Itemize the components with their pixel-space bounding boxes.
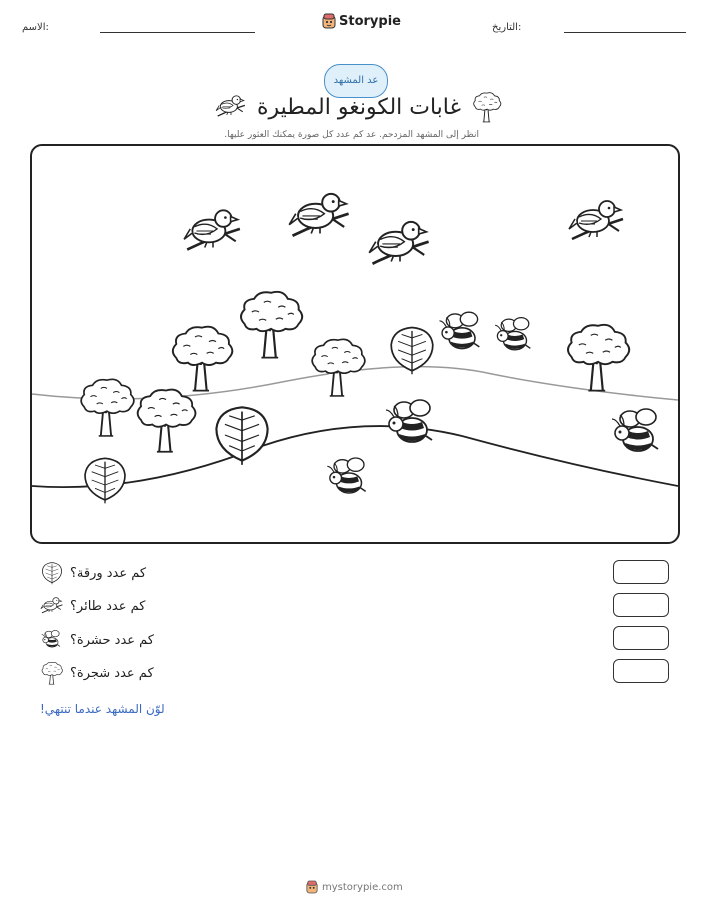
footer [306, 880, 403, 894]
scene-tree [173, 327, 233, 391]
scene-leaf [85, 458, 125, 503]
question-text: كم عدد ورقة؟ [70, 565, 147, 581]
scene-tree [568, 325, 629, 391]
question-text: كم عدد طائر؟ [70, 598, 146, 614]
coloring-instruction: لوّن المشهد عندما تنتهي! [40, 702, 165, 716]
bird-icon [215, 91, 247, 123]
question-text: كم عدد حشرة؟ [70, 632, 154, 648]
scene-tree [241, 292, 302, 358]
scene-tree [81, 379, 134, 436]
date-line[interactable] [564, 32, 686, 33]
name-label: الاسم: [22, 22, 49, 33]
answer-box[interactable] [613, 659, 669, 683]
question-row [40, 594, 145, 618]
scene-bird [369, 222, 428, 264]
tree-icon [471, 91, 503, 123]
question-row [40, 628, 154, 652]
scene-bee [439, 312, 479, 348]
bee-icon [40, 628, 64, 652]
busy-scene [32, 146, 678, 542]
tree-icon [40, 661, 64, 685]
scene-bee [386, 400, 432, 442]
scene-tree [138, 390, 196, 452]
scene-bee [327, 458, 365, 493]
scene-bird [569, 201, 623, 239]
storypie-mascot-icon [306, 880, 318, 894]
page-subtitle: انظر إلى المشهد المزدحم. عد كم عدد كل صورة يمكنك العثور عليها. [224, 130, 479, 140]
title-row [214, 90, 504, 124]
scene-leaf [216, 407, 267, 465]
question-text: كم عدد شجرة؟ [70, 665, 154, 681]
activity-badge: عد المشهد [324, 64, 388, 98]
scene-bee [495, 318, 530, 350]
scene-tree [312, 339, 365, 396]
question-row [40, 561, 146, 585]
bird-icon [40, 594, 64, 618]
brand-name: Storypie [339, 13, 401, 29]
answer-box[interactable] [613, 626, 669, 650]
scene-bird [289, 194, 348, 236]
question-row [40, 661, 154, 685]
footer-link[interactable]: mystorypie.com [322, 881, 403, 893]
leaf-icon [40, 561, 64, 585]
page-title: غابات الكونغو المطيرة [256, 94, 462, 120]
answer-box[interactable] [613, 593, 669, 617]
storypie-mascot-icon [322, 13, 336, 29]
answer-box[interactable] [613, 560, 669, 584]
brand-logo [322, 13, 401, 29]
scene-bee [612, 409, 658, 451]
name-line[interactable] [100, 32, 255, 33]
scene-bird [184, 210, 240, 249]
date-label: التاريخ: [492, 22, 522, 33]
